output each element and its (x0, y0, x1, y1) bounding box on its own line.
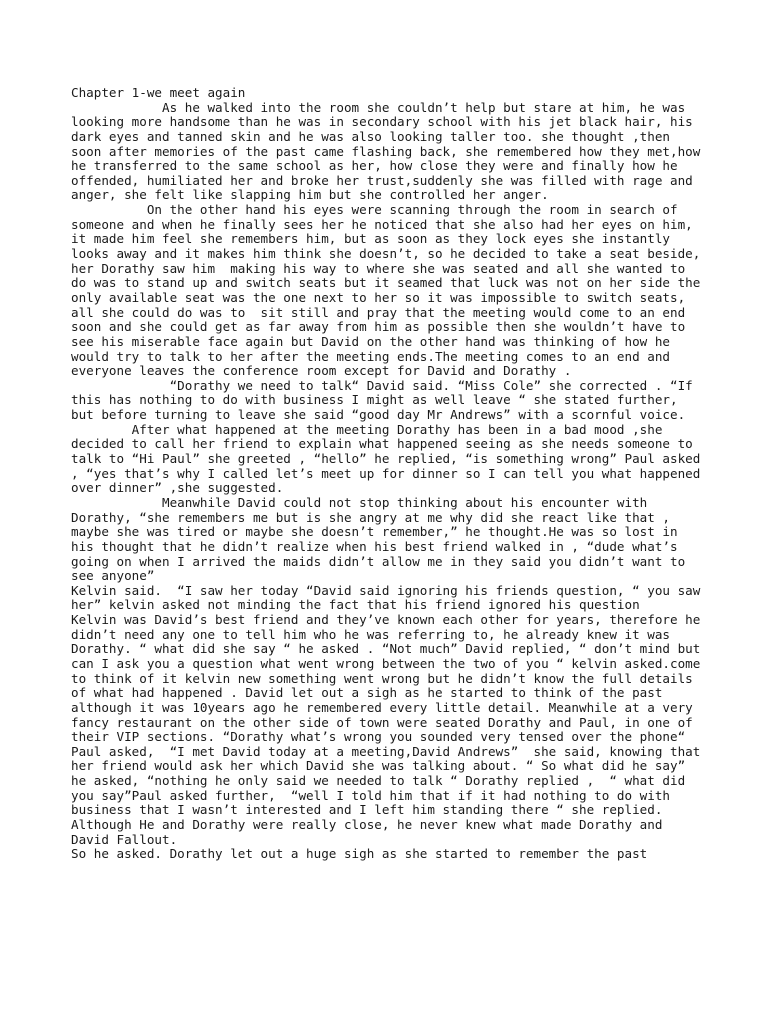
text-line: although it was 10years ago he remembered every little detail. Meanwhile at a very (71, 699, 693, 715)
text-line: soon and she could get as far away from him as possible then she wouldn’t have to (71, 319, 686, 335)
text-line: dark eyes and tanned skin and he was also looking taller too. she thought ,then (71, 128, 670, 144)
text-line: After what happened at the meeting Dorathy has been in a bad mood ,she (71, 421, 663, 437)
text-line: his thought that he didn’t realize when his best friend walked in , “dude what’s (71, 538, 678, 554)
text-line: he transferred to the same school as her, how close they were and finally how he (71, 158, 678, 174)
text-line: to think of it kelvin new something went wrong but he didn’t know the full details (71, 670, 693, 686)
text-line: looks away and it makes him think she doesn’t, so he decided to take a seat beside, (71, 246, 701, 262)
text-line: all she could do was to sit still and pray that the meeting would come to an end (71, 304, 686, 320)
text-line: but before turning to leave she said “good day Mr Andrews” with a scornful voice. (71, 407, 686, 423)
text-line: someone and when he finally sees her he noticed that she also had her eyes on him, (71, 216, 693, 232)
text-line: Paul asked, “I met David today at a meeting,David Andrews” she said, knowing that (71, 743, 701, 759)
text-line: Dorathy, “she remembers me but is she angry at me why did she react like that , (71, 509, 670, 525)
text-line: do was to stand up and switch seats but it seamed that luck was not on her side the (71, 275, 701, 291)
text-line: Meanwhile David could not stop thinking about his encounter with (71, 494, 648, 510)
document-page (71, 86, 731, 862)
text-line: only available seat was the one next to her so it was impossible to switch seats, (71, 289, 686, 305)
text-line: can I ask you a question what went wrong between the two of you “ kelvin asked.come (71, 655, 701, 671)
text-line: Although He and Dorathy were really close, he never knew what made Dorathy and (71, 817, 663, 833)
chapter-title: Chapter 1-we meet again (71, 85, 246, 100)
text-line: her Dorathy saw him making his way to where she was seated and all she wanted to (71, 260, 686, 276)
text-line: he asked, “nothing he only said we needed to talk “ Dorathy replied , “ what did (71, 773, 686, 789)
text-line: their VIP sections. “Dorathy what’s wrong you sounded very tensed over the phone“ (71, 729, 686, 745)
text-line: going on when I arrived the maids didn’t allow me in they said you didn’t want to (71, 553, 686, 569)
text-line: see his miserable face again but David on the other hand was thinking of how he (71, 333, 670, 349)
text-line: offended, humiliated her and broke her trust,suddenly she was filled with rage and (71, 172, 693, 188)
text-line: her friend would ask her which David she was talking about. “ So what did he say” (71, 758, 686, 774)
text-line: this has nothing to do with business I might as well leave “ she stated further, (71, 392, 678, 408)
text-line: fancy restaurant on the other side of town were seated Dorathy and Paul, in one of (71, 714, 693, 730)
text-line: anger, she felt like slapping him but she controlled her anger. (71, 187, 549, 203)
text-line: So he asked. Dorathy let out a huge sigh as she started to remember the past (71, 846, 648, 862)
text-line: her” kelvin asked not minding the fact that his friend ignored his question (71, 597, 640, 613)
text-line: of what had happened . David let out a sigh as he started to think of the past (71, 685, 663, 701)
text-line: everyone leaves the conference room except for David and Dorathy . (71, 363, 572, 379)
text-line: soon after memories of the past came flashing back, she remembered how they met,how (71, 143, 701, 159)
text-line: would try to talk to her after the meeting ends.The meeting comes to an end and (71, 348, 670, 364)
text-line: see anyone” (71, 568, 155, 584)
text-line: business that I wasn’t interested and I left him standing there “ she replied. (71, 802, 663, 818)
text-line: As he walked into the room she couldn’t help but stare at him, he was (71, 99, 686, 115)
text-line: maybe she was tired or maybe she doesn’t remember,” he thought.He was so lost in (71, 524, 678, 540)
text-line: didn’t need any one to tell him who he was referring to, he already knew it was (71, 626, 670, 642)
text-line: decided to call her friend to explain what happened seeing as she needs someone to (71, 436, 693, 452)
text-line: On the other hand his eyes were scanning through the room in search of (71, 202, 678, 218)
text-line: looking more handsome than he was in secondary school with his jet black hair, his (71, 114, 693, 130)
text-line: it made him feel she remembers him, but as soon as they lock eyes she instantly (71, 231, 670, 247)
text-line: over dinner” ,she suggested. (71, 480, 284, 496)
text-line: talk to “Hi Paul” she greeted , “hello” he replied, “is something wrong” Paul asked (71, 451, 701, 467)
text-line: Dorathy. “ what did she say “ he asked . “Not much” David replied, “ don’t mind but (71, 641, 701, 657)
text-line: Kelvin said. “I saw her today “David said ignoring his friends question, “ you saw (71, 582, 701, 598)
text-line: Kelvin was David’s best friend and they’ve known each other for years, therefore he (71, 612, 701, 628)
text-line: David Fallout. (71, 831, 178, 847)
text-line: , “yes that’s why I called let’s meet up for dinner so I can tell you what happened (71, 465, 701, 481)
text-line: “Dorathy we need to talk“ David said. “Miss Cole” she corrected . “If (71, 377, 693, 393)
text-line: you say”Paul asked further, “well I told him that if it had nothing to do with (71, 787, 670, 803)
